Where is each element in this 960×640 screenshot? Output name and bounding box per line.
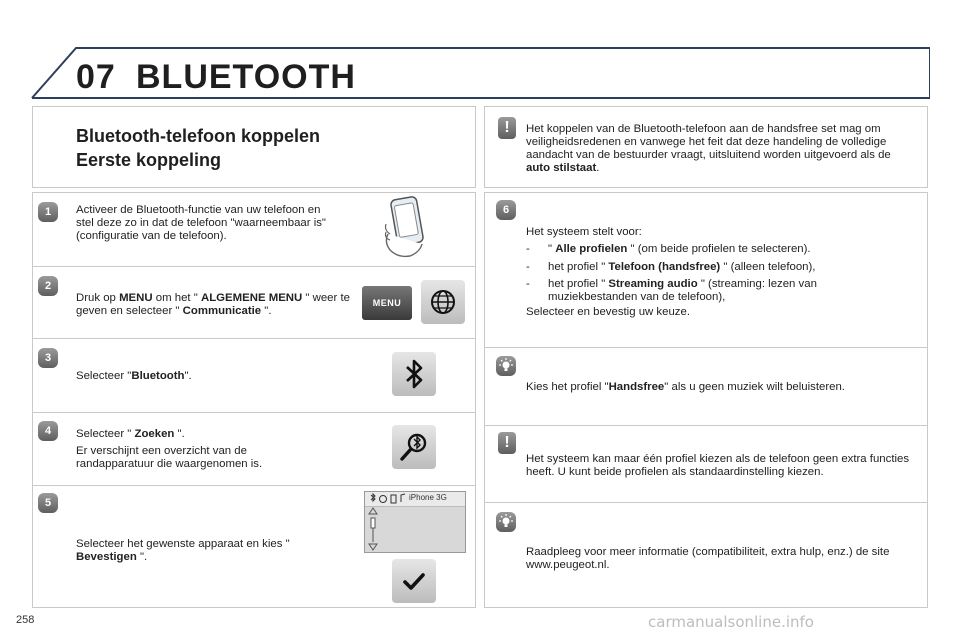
divider <box>484 347 928 348</box>
text-fragment: ". <box>136 551 148 563</box>
step-2-badge: 2 <box>38 276 58 296</box>
step-6-outro: Selecteer en bevestig uw keuze. <box>526 306 690 318</box>
step-1-badge: 1 <box>38 202 58 222</box>
text-fragment: " als u geen muziek wilt beluisteren. <box>664 381 845 393</box>
section-title: Bluetooth-telefoon koppelen <box>76 126 320 146</box>
warning-icon: ! <box>498 117 516 139</box>
tip-icon-box <box>496 512 516 532</box>
text-fragment: Druk op <box>76 292 120 304</box>
divider <box>32 485 476 486</box>
status-icons <box>367 492 411 506</box>
text-fragment: " (streaming: lezen van muziekbestanden van de telefoon), <box>548 278 817 303</box>
step-4-text <box>76 428 326 441</box>
device-name: iPhone 3G <box>409 493 447 502</box>
streaming-profile-label: Streaming audio <box>608 278 698 290</box>
step-4-badge: 4 <box>38 421 58 441</box>
text-fragment: " (alleen telefoon), <box>720 261 816 273</box>
checkmark-icon <box>392 559 436 603</box>
device-list-screen <box>364 491 466 553</box>
bluetooth-search-icon-box <box>392 425 436 469</box>
chapter-number: 07 <box>76 58 116 96</box>
warning-icon: ! <box>498 432 516 454</box>
text-fragment: " weer te geven en selecteer " <box>76 292 350 317</box>
menu-button: MENU <box>362 286 412 320</box>
text-fragment: om het " <box>152 292 201 304</box>
text-fragment: " <box>548 243 556 255</box>
text-fragment: " (om beide profielen te selecteren). <box>627 243 811 255</box>
text-fragment: . <box>596 162 600 174</box>
all-profiles-label: Alle profielen <box>555 243 628 255</box>
general-menu-label: ALGEMENE MENU <box>200 292 303 304</box>
screen-scrollbar <box>367 506 379 554</box>
bluetooth-icon <box>392 352 436 396</box>
menu-key: MENU <box>119 292 153 304</box>
tip-text-2: Raadpleeg voor meer informatie (compatibiliteit, extra hulp, enz.) de site www.peugeot.nl. <box>526 546 890 571</box>
divider <box>32 266 476 267</box>
text-fragment: het profiel " <box>548 261 609 273</box>
confirm-label: Bevestigen <box>76 551 137 563</box>
text-fragment: ". <box>184 370 192 382</box>
text-fragment: Selecteer het gewenste apparaat en kies " <box>76 538 290 550</box>
communication-label: Communicatie <box>182 305 262 317</box>
text-fragment: het profiel " <box>548 278 609 290</box>
step-6-badge: 6 <box>496 200 516 220</box>
text-fragment: Selecteer " <box>76 370 132 382</box>
bluetooth-icon-box <box>392 352 436 396</box>
text-fragment: Selecteer " <box>76 428 135 440</box>
page-number: 258 <box>16 614 35 626</box>
text-fragment: Het koppelen van de Bluetooth-telefoon aan de handsfree set mag om veiligheidsredenen en vanwege het feit dat deze handeling de volledige aandacht van de bestuurder vraagt, uitsluitend worden uitgevoerd als de <box>526 123 891 161</box>
step-3-badge: 3 <box>38 348 58 368</box>
screen-status-bar <box>365 492 465 507</box>
search-label: Zoeken <box>134 428 175 440</box>
text-fragment: ". <box>261 305 272 317</box>
step-1-text: Activeer de Bluetooth-functie van uw telefoon en stel deze zo in dat de telefoon "waarneembaar is" (configuratie van de telefoon). <box>76 204 326 242</box>
bluetooth-search-icon <box>392 425 436 469</box>
stationary-label: auto stilstaat <box>526 162 597 174</box>
confirm-icon-box <box>392 559 436 603</box>
warning-text-1 <box>526 123 916 175</box>
divider <box>32 338 476 339</box>
globe-icon <box>421 280 465 324</box>
step-2-text <box>76 292 352 318</box>
step-6-intro: Het systeem stelt voor: <box>526 226 642 238</box>
section-subtitle: Eerste koppeling <box>76 150 222 170</box>
list-dash: - <box>526 278 530 290</box>
profile-option-streaming <box>548 278 888 304</box>
watermark: carmanualsonline.info <box>648 613 814 631</box>
list-dash: - <box>526 261 530 273</box>
lightbulb-icon <box>496 512 516 532</box>
list-dash: - <box>526 243 530 255</box>
lightbulb-icon <box>496 356 516 376</box>
step-5-text <box>76 538 326 564</box>
step-5-badge: 5 <box>38 493 58 513</box>
phone-profile-label: Telefoon (handsfree) <box>608 261 721 273</box>
warning-text-2: Het systeem kan maar één profiel kiezen als de telefoon geen extra functies heeft. U kunt beide profielen als standaardinstelling kiezen. <box>526 453 910 478</box>
handsfree-label: Handsfree <box>608 381 665 393</box>
tip-text-1 <box>526 381 916 394</box>
divider <box>484 425 928 426</box>
tip-icon-box <box>496 356 516 376</box>
profile-option-all <box>548 243 918 256</box>
left-title-panel <box>32 106 476 188</box>
profile-option-phone <box>548 261 918 274</box>
bluetooth-label: Bluetooth <box>131 370 185 382</box>
step-4-text-2: Er verschijnt een overzicht van de randapparatuur die waargenomen is. <box>76 445 263 470</box>
step-3-text <box>76 370 326 383</box>
chapter-title: BLUETOOTH <box>136 58 356 96</box>
divider <box>32 412 476 413</box>
phone-hand-icon <box>382 194 432 260</box>
globe-phone-icon-box <box>421 280 465 324</box>
text-fragment: Kies het profiel " <box>526 381 609 393</box>
text-fragment: ". <box>174 428 185 440</box>
divider <box>484 502 928 503</box>
